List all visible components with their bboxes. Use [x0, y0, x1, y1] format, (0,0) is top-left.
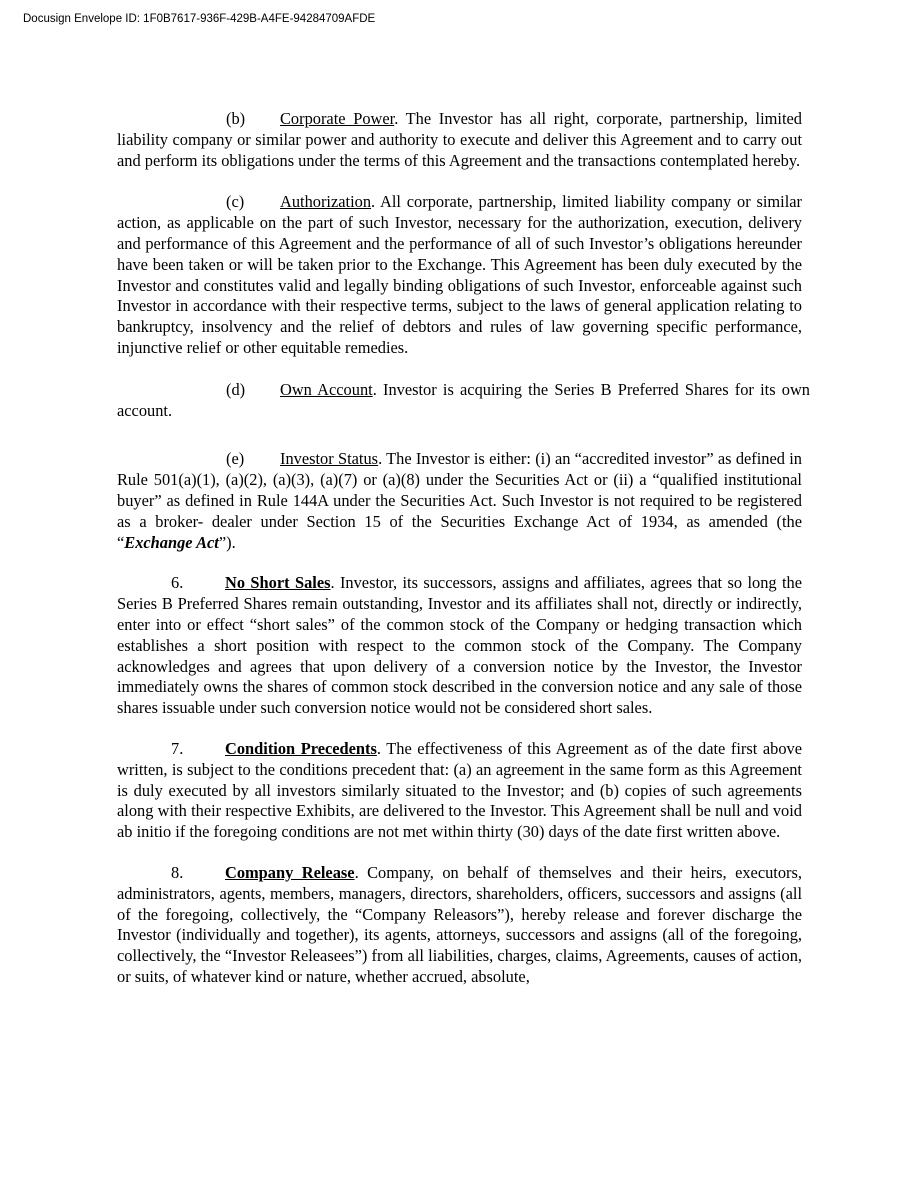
section-heading: No Short Sales	[225, 573, 331, 593]
paragraph-authorization	[117, 192, 802, 358]
paragraph-text: . Investor is acquiring the Series B Preferred Shares for its own account.	[117, 379, 810, 420]
section-number: 6.	[171, 573, 184, 593]
section-heading: Company Release	[225, 862, 355, 882]
paragraph-heading: Own Account	[280, 379, 373, 399]
paragraph-heading: Investor Status	[280, 449, 379, 469]
paragraph-own-account	[117, 380, 810, 422]
section-number: 7.	[171, 738, 184, 758]
section-no-short-sales	[117, 573, 802, 719]
paragraph-text: . The Investor is either: (i) an “accredited investor” as defined in Rule 501(a)(1), (a)(2), (a)(3), (a)(7) or (a)(8) under the Securities Act or (ii) a “qualified institutional buyer” as defined in Rule 144A under the Securities Act. Such Investor is not required to be registered as a broker- dealer under Section 15 of the Securities Exchange Act of 1934, as amended (the “	[117, 449, 802, 552]
paragraph-investor-status	[117, 449, 802, 553]
paragraph-number: (d)	[226, 379, 246, 399]
docusign-envelope-id: Docusign Envelope ID: 1F0B7617-936F-429B-A4FE-94284709AFDE	[23, 13, 376, 25]
section-text: . The effectiveness of this Agreement as of the date first above written, is subject to the conditions precedent that: (a) an agreement in the same form as this Agreement is duly executed by all investors similarly situated to the Investor; and (b) copies of such agreements along with their respective Exhibits, are delivered to the Investor. This Agreement shall be null and void ab initio if the foregoing conditions are not met within thirty (30) days of the date first written above.	[117, 738, 802, 842]
document-page	[117, 109, 810, 988]
paragraph-heading: Authorization	[280, 192, 372, 212]
section-text: . Investor, its successors, assigns and affiliates, agrees that so long the Series B Preferred Shares remain outstanding, Investor and its affiliates shall not, directly or indirectly, enter into or effect “short sales” of the common stock of the Company or hedging transaction which establishes a short position with respect to the common stock of the Company. The Company acknowledges and agrees that upon delivery of a conversion notice by the Investor, the Investor immediately owns the shares of common stock described in the conversion notice and any sale of those shares issuable under such conversion notice would not be considered short sales.	[117, 573, 802, 718]
section-heading: Condition Precedents	[225, 738, 377, 758]
section-company-release	[117, 863, 802, 988]
paragraph-corporate-power	[117, 109, 802, 171]
section-condition-precedents	[117, 739, 802, 843]
paragraph-text: . The Investor has all right, corporate, partnership, limited liability company or similar power and authority to execute and deliver this Agreement and to carry out and perform its obligations under the terms of this Agreement and the transactions contemplated hereby.	[117, 109, 802, 170]
paragraph-number: (c)	[226, 192, 245, 212]
section-text: . Company, on behalf of themselves and their heirs, executors, administrators, agents, members, managers, directors, shareholders, officers, successors and assigns (all of the foregoing, collectively, the “Company Releasors”), hereby release and forever discharge the Investor (individually and together), its agents, attorneys, successors and assigns (all of the foregoing, collectively, the “Investor Releasees”) from all liabilities, charges, claims, Agreements, causes of action, or suits, of whatever kind or nature, whether accrued, absolute,	[117, 862, 802, 986]
paragraph-heading: Corporate Power	[280, 109, 395, 128]
paragraph-number: (e)	[226, 449, 245, 469]
defined-term: Exchange Act	[124, 532, 219, 552]
paragraph-text: . All corporate, partnership, limited liability company or similar action, as applicable on the part of such Investor, necessary for the authorization, execution, delivery and performance of this Agreement and the performance of all of such Investor’s obligations hereunder have been taken or will be taken prior to the Exchange. This Agreement has been duly executed by the Investor and constitutes valid and legally binding obligations of such Investor, enforceable against such Investor in accordance with their respective terms, subject to the laws of general application relating to bankruptcy, insolvency and the relief of debtors and rules of law governing specific performance, injunctive relief or other equitable remedies.	[117, 192, 802, 357]
paragraph-number: (b)	[226, 109, 246, 128]
paragraph-text-end: ”).	[218, 532, 236, 552]
section-number: 8.	[171, 862, 184, 882]
